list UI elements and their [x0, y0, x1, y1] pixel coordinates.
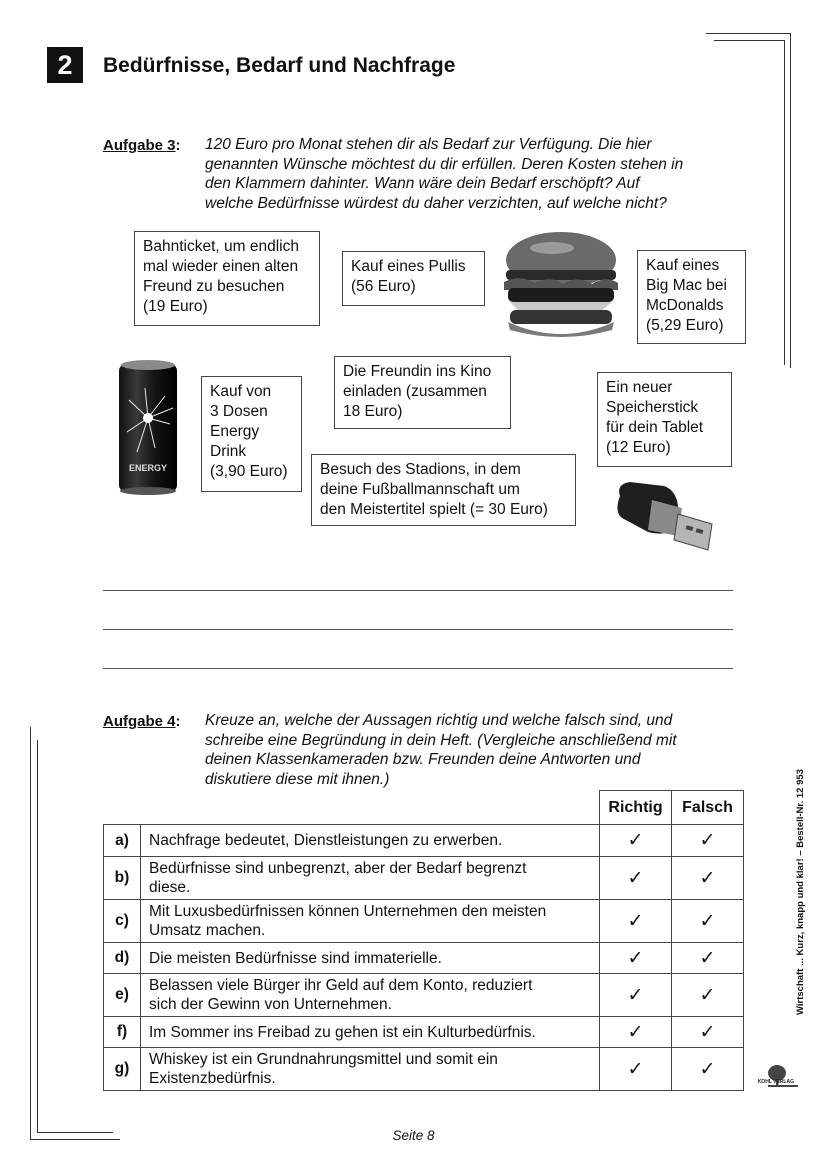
task4-label-text: Aufgabe 4 — [103, 713, 176, 730]
box-line: (3,90 Euro) — [210, 463, 288, 480]
box-line: Speicherstick — [606, 399, 699, 416]
statement-line: Die meisten Bedürfnisse sind immaterielle. — [149, 949, 442, 967]
task4-line: schreibe eine Begründung in dein Heft. (Vergleiche anschließend mit — [205, 731, 677, 749]
checkbox-richtig[interactable]: ✓ — [600, 943, 672, 974]
box-line: (5,29 Euro) — [646, 317, 724, 334]
tree-logo-icon — [757, 1064, 800, 1090]
header-empty-letter — [104, 791, 141, 825]
box-line: 3 Dosen — [210, 403, 268, 420]
checkbox-richtig[interactable]: ✓ — [600, 857, 672, 900]
checkbox-richtig[interactable]: ✓ — [600, 974, 672, 1017]
answer-line-1[interactable] — [103, 590, 733, 591]
frame-top-right-v2 — [784, 40, 785, 365]
row-statement — [141, 1017, 600, 1048]
table-row — [104, 1048, 744, 1091]
table-row — [104, 974, 744, 1017]
checkbox-falsch[interactable]: ✓ — [672, 1048, 744, 1091]
statement-line: Existenzbedürfnis. — [149, 1070, 276, 1087]
table-row — [104, 1017, 744, 1048]
table-row — [104, 943, 744, 974]
header-richtig: Richtig — [600, 791, 672, 825]
box-line: Drink — [210, 443, 247, 460]
row-letter: b) — [104, 857, 141, 900]
row-statement — [141, 943, 600, 974]
task4-line: diskutiere diese mit ihnen.) — [205, 770, 390, 788]
statement-line: Im Sommer ins Freibad zu gehen ist ein Kulturbedürfnis. — [149, 1023, 536, 1041]
task3-line: genannten Wünsche möchtest du dir erfüllen. Deren Kosten stehen in — [205, 155, 684, 173]
frame-top-right-h2 — [714, 40, 785, 41]
can-label: ENERGY — [128, 463, 168, 473]
answer-line-3[interactable] — [103, 668, 733, 669]
row-statement — [141, 900, 600, 943]
checkbox-richtig[interactable]: ✓ — [600, 825, 672, 857]
row-letter: f) — [104, 1017, 141, 1048]
task3-instructions — [205, 135, 683, 213]
row-letter: d) — [104, 943, 141, 974]
box-line: Bahnticket, um endlich — [143, 238, 299, 255]
checkbox-falsch[interactable]: ✓ — [672, 900, 744, 943]
box-line: (56 Euro) — [351, 278, 416, 295]
checkbox-richtig[interactable]: ✓ — [600, 1048, 672, 1091]
chapter-number: 2 — [47, 47, 83, 83]
statement-line: Nachfrage bedeutet, Dienstleistungen zu erwerben. — [149, 832, 503, 849]
statement-line: Belassen viele Bürger ihr Geld auf dem Konto, reduziert — [149, 977, 533, 994]
row-letter: g) — [104, 1048, 141, 1091]
table-row — [104, 857, 744, 900]
box-line: Kauf eines Pullis — [351, 258, 466, 275]
table-row — [104, 900, 744, 943]
task4-label — [103, 713, 181, 731]
publisher-logo — [757, 1064, 800, 1095]
logo-text: KOHL VERLAG — [757, 1079, 794, 1085]
task4-label-colon: : — [175, 713, 181, 730]
answer-line-2[interactable] — [103, 629, 733, 630]
checkbox-falsch[interactable]: ✓ — [672, 974, 744, 1017]
chapter-title: Bedürfnisse, Bedarf und Nachfrage — [103, 54, 456, 77]
row-letter: e) — [104, 974, 141, 1017]
row-statement — [141, 974, 600, 1017]
box-line: Energy — [210, 423, 260, 440]
box-line: Big Mac bei — [646, 277, 727, 294]
task4-line: Kreuze an, welche der Aussagen richtig und welche falsch sind, und — [205, 712, 673, 729]
box-line: Freund zu besuchen — [143, 278, 285, 295]
table-row — [104, 825, 744, 857]
task3-line: den Klammern dahinter. Wann wäre dein Bedarf erschöpft? Auf — [205, 175, 640, 192]
wish-box-stadion — [311, 454, 576, 526]
row-letter: a) — [104, 825, 141, 857]
frame-bottom-left-v2 — [37, 740, 38, 1132]
statement-line: diese. — [149, 879, 191, 896]
box-line: deine Fußballmannschaft um — [320, 481, 520, 498]
checkbox-richtig[interactable]: ✓ — [600, 1017, 672, 1048]
box-line: den Meistertitel spielt (= 30 Euro) — [320, 501, 548, 518]
statement-line: Bedürfnisse sind unbegrenzt, aber der Bedarf begrenzt — [149, 860, 527, 877]
box-line: einladen (zusammen — [343, 383, 487, 400]
burger-icon — [500, 230, 622, 340]
box-line: (19 Euro) — [143, 298, 208, 315]
page-number: Seite 8 — [392, 1128, 435, 1143]
task3-line: welche Bedürfnisse würdest du daher verzichten, auf welche nicht? — [205, 194, 667, 212]
wish-box-pulli — [342, 251, 485, 306]
checkbox-falsch[interactable]: ✓ — [672, 943, 744, 974]
usb-stick-icon — [612, 478, 716, 554]
box-line: Kauf von — [210, 383, 272, 400]
box-line: (12 Euro) — [606, 439, 671, 456]
row-statement — [141, 857, 600, 900]
wish-box-bahnticket — [134, 231, 320, 326]
checkbox-falsch[interactable]: ✓ — [672, 1017, 744, 1048]
task4-line: deinen Klassenkameraden bzw. Freunden deine Antworten und — [205, 751, 641, 768]
wish-box-bigmac — [637, 250, 746, 344]
wish-box-speicherstick — [597, 372, 732, 467]
task3-line: 120 Euro pro Monat stehen dir als Bedarf zur Verfügung. Die hier — [205, 136, 652, 153]
frame-top-right-v1 — [790, 33, 791, 368]
table-header-row — [104, 791, 744, 825]
row-statement — [141, 825, 600, 857]
energy-drink-can-icon — [115, 358, 181, 496]
wish-box-energy — [201, 376, 302, 492]
checkbox-falsch[interactable]: ✓ — [672, 857, 744, 900]
statement-line: Umsatz machen. — [149, 922, 266, 939]
task4-instructions — [205, 711, 677, 789]
header-falsch: Falsch — [672, 791, 744, 825]
box-line: für dein Tablet — [606, 419, 704, 436]
wish-box-kino — [334, 356, 511, 429]
statement-line: Mit Luxusbedürfnissen können Unternehmen den meisten — [149, 903, 547, 920]
box-line: Besuch des Stadions, in dem — [320, 461, 521, 478]
task3-label-text: Aufgabe 3 — [103, 137, 176, 154]
row-letter: c) — [104, 900, 141, 943]
checkbox-richtig[interactable]: ✓ — [600, 900, 672, 943]
box-line: mal wieder einen alten — [143, 258, 299, 275]
box-line: 18 Euro) — [343, 403, 403, 420]
frame-top-right-h1 — [706, 33, 791, 34]
statement-table — [103, 790, 744, 1091]
box-line: Kauf eines — [646, 257, 720, 274]
box-line: McDonalds — [646, 297, 724, 314]
checkbox-falsch[interactable]: ✓ — [672, 825, 744, 857]
row-statement — [141, 1048, 600, 1091]
statement-line: Whiskey ist ein Grundnahrungsmittel und somit ein — [149, 1051, 498, 1068]
header-empty-statement — [141, 791, 600, 825]
task3-label-colon: : — [175, 137, 181, 154]
box-line: Ein neuer — [606, 379, 673, 396]
task3-label — [103, 137, 181, 155]
frame-bottom-left-v1 — [30, 727, 31, 1139]
sidebar-order-text: Wirtschaft ... Kurz, knapp und klar! – Bestell-Nr. 12 953 — [795, 769, 806, 1015]
statement-line: sich der Gewinn von Unternehmen. — [149, 996, 392, 1013]
box-line: Die Freundin ins Kino — [343, 363, 492, 380]
